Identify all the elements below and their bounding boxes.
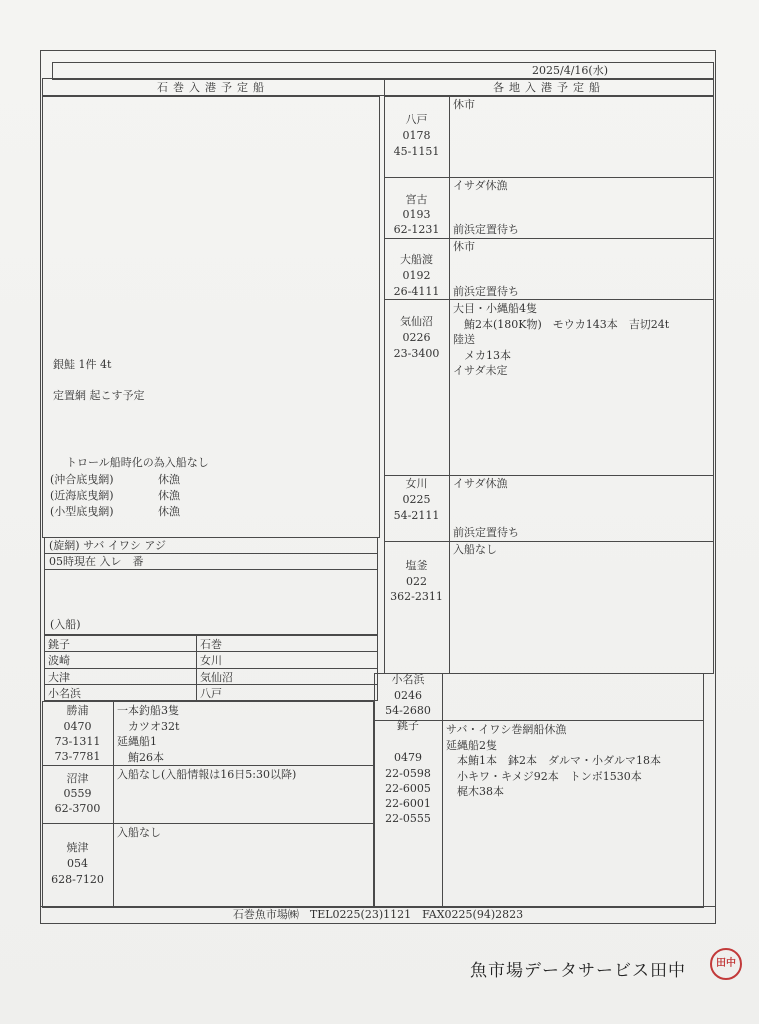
port-info-bottom: 前浜定置待ち <box>453 285 519 298</box>
trawl-row-status: 休漁 <box>158 489 180 502</box>
numazu-phone: 62-3700 <box>54 802 101 815</box>
grid-port-name: 銚子 <box>48 638 70 651</box>
port-info-bottom: 前浜定置待ち <box>453 526 519 539</box>
port-name: 小名浜 <box>391 673 425 686</box>
port-phone: 45-1151 <box>393 145 440 158</box>
yaizu-phone: 054 <box>67 857 88 870</box>
nyusen-label: (入船) <box>50 618 81 631</box>
trawl-row-label: (沖合底曳網) <box>50 473 114 486</box>
numazu-phone: 0559 <box>63 787 92 800</box>
signature: 魚市場データサービス田中 <box>470 961 686 981</box>
yaizu-info: 入船なし <box>117 826 161 839</box>
yaizu-phone: 628-7120 <box>51 873 104 886</box>
port-phone: 22-0555 <box>385 812 431 825</box>
southern-ports-divider <box>113 701 114 908</box>
grid-port-name: 八戸 <box>200 687 222 700</box>
choshi-divider <box>442 720 443 908</box>
port-separator <box>384 475 714 476</box>
grid-port-name: 気仙沼 <box>200 671 233 684</box>
port-phone: 26-4111 <box>393 285 440 298</box>
teichi-line: 定置網 起こす予定 <box>53 389 145 402</box>
right-header: 各地入港予定船 <box>493 81 605 94</box>
port-phone: 22-6005 <box>385 782 431 795</box>
ishinomaki-main-panel <box>42 96 380 538</box>
port-name: 宮古 <box>405 193 428 206</box>
footer-text: 石巻魚市場㈱ TEL0225(23)1121 FAX0225(94)2823 <box>232 908 524 921</box>
port-name: 八戸 <box>405 113 428 126</box>
trawl-row-label: (小型底曳網) <box>50 505 114 518</box>
grid-port-name: 小名浜 <box>48 687 81 700</box>
hanko-seal: 田中 <box>710 948 742 980</box>
port-info: 大目・小縄船4隻 鮪2本(180K物) モウカ143本 吉切24t 陸送 メカ13本 イサダ未定 <box>453 302 670 377</box>
time-status-text: 05時現在 入レ 番 <box>49 555 144 568</box>
left-header: 石巻入港予定船 <box>157 81 269 94</box>
onahama-divider <box>442 673 443 721</box>
port-info: サバ・イワシ巻網船休漁 延縄船2隻 本鮪1本 鉢2本 ダルマ・小ダルマ18本 小キワ・キメジ92本 トンボ1530本 梶木38本 <box>446 723 661 798</box>
port-name: 大船渡 <box>400 253 433 266</box>
port-name: 気仙沼 <box>400 315 433 328</box>
trawl-row-status: 休漁 <box>158 505 180 518</box>
port-phone: 22-0598 <box>385 767 431 780</box>
date-text: 2025/4/16(水) <box>532 64 608 77</box>
port-phone: 0178 <box>402 129 431 142</box>
yaizu-name: 焼津 <box>66 841 89 854</box>
numazu-name: 沼津 <box>66 772 89 785</box>
port-separator <box>384 299 714 300</box>
port-separator <box>384 238 714 239</box>
port-phone: 362-2311 <box>390 590 443 603</box>
ports-grid-line <box>44 668 378 669</box>
katsuura-phone: 73-7781 <box>54 750 101 763</box>
regional-ports-divider <box>449 96 450 674</box>
port-info: 休市 <box>453 240 475 253</box>
katsuura-phone: 0470 <box>63 720 92 733</box>
port-info: イサダ休漁 <box>453 477 508 490</box>
port-separator <box>384 541 714 542</box>
ports-grid-line <box>44 651 378 652</box>
katsuura-name: 勝浦 <box>66 704 89 717</box>
southern-ports-line <box>42 765 374 766</box>
port-phone: 0246 <box>394 689 422 702</box>
grid-port-name: 石巻 <box>200 638 222 651</box>
trawl-row-label: (近海底曳網) <box>50 489 114 502</box>
port-phone: 54-2111 <box>393 509 440 522</box>
port-phone: 0193 <box>402 208 431 221</box>
gin-sake-line: 銀鮭 1件 4t <box>53 358 112 371</box>
port-phone: 0225 <box>402 493 431 506</box>
port-info: 入船なし <box>453 543 497 556</box>
port-phone: 22-6001 <box>385 797 431 810</box>
trawl-row-status: 休漁 <box>158 473 180 486</box>
numazu-info: 入船なし(入船情報は16日5:30以降) <box>117 768 297 781</box>
southern-ports-line <box>42 823 374 824</box>
port-phone: 23-3400 <box>393 347 440 360</box>
nyusen-panel <box>44 569 378 635</box>
port-name: 女川 <box>405 477 428 490</box>
port-info: 休市 <box>453 98 475 111</box>
port-phone: 54-2680 <box>385 704 431 717</box>
port-phone: 0226 <box>402 331 431 344</box>
ports-grid-line <box>44 684 378 685</box>
port-info: イサダ休漁 <box>453 179 508 192</box>
port-phone: 022 <box>406 575 427 588</box>
katsuura-phone: 73-1311 <box>54 735 101 748</box>
port-name: 銚子 <box>397 719 419 732</box>
grid-port-name: 波崎 <box>48 654 70 667</box>
katsuura-info: 一本釣船3隻 カツオ32t 延縄船1 鮪26本 <box>117 704 180 764</box>
port-phone: 0192 <box>402 269 431 282</box>
port-separator <box>384 177 714 178</box>
port-phone: 62-1231 <box>393 223 440 236</box>
grid-port-name: 大津 <box>48 671 70 684</box>
grid-port-name: 女川 <box>200 654 222 667</box>
port-info-bottom: 前浜定置待ち <box>453 223 519 236</box>
trawl-note: トロール船時化の為入船なし <box>66 456 209 469</box>
port-phone: 0479 <box>394 751 422 764</box>
senmo-text: (旋網) サバ イワシ アジ <box>49 539 166 552</box>
port-name: 塩釜 <box>405 559 428 572</box>
